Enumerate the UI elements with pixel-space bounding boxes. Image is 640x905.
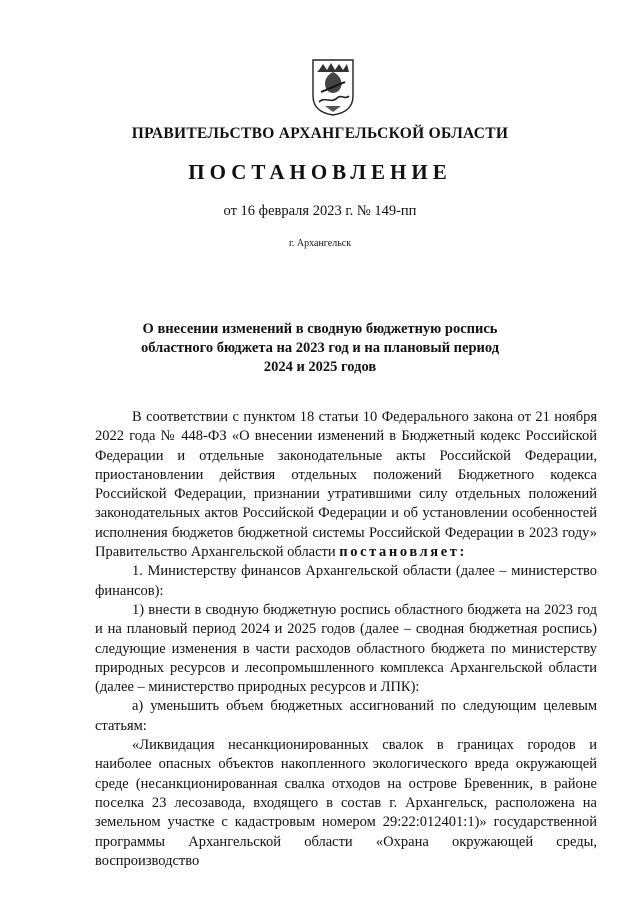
paragraph-1-1: 1) внести в сводную бюджетную роспись областного бюджета на 2023 год и на плановый период 2024 и 2025 годов (далее – сводная бюджетная роспись) следующие изменения в части расходов областного бюджета по министерству природных ресурсов и лесопромышленного комплекса Архангельской области (далее – министерство природных ресурсов и ЛПК): bbox=[95, 601, 597, 696]
resolves-colon: : bbox=[459, 544, 467, 561]
title-line-1: О внесении изменений в сводную бюджетную роспись bbox=[142, 321, 498, 337]
document-type: ПОСТАНОВЛЕНИЕ bbox=[188, 160, 452, 184]
paragraph-target-article: «Ликвидация несанкционированных свалок в границах городов и наиболее опасных объектов накопленного экологического вреда окружающей среде (несанкционированная свалка отходов на острове Бревенник, в районе поселка 23 лесозавода, входящего в состав г. Архангельск, расположена на земельном участке с кадастровым номером 29:22:012401:1)» государственной программы Архангельской области «Охрана окружающей среды, воспроизводство bbox=[95, 737, 597, 869]
resolves-word: постановляет bbox=[339, 544, 460, 561]
title-line-3: 2024 и 2025 годов bbox=[263, 359, 377, 375]
paragraph-preamble bbox=[95, 408, 597, 562]
organization-name: ПРАВИТЕЛЬСТВО АРХАНГЕЛЬСКОЙ ОБЛАСТИ bbox=[131, 125, 509, 142]
document-title bbox=[120, 320, 520, 377]
document-date-number: от 16 февраля 2023 г. № 149-пп bbox=[223, 203, 417, 219]
document-city: г. Архангельск bbox=[288, 238, 352, 249]
coat-of-arms-icon bbox=[311, 58, 355, 116]
paragraph-1-1-a: а) уменьшить объем бюджетных ассигнований по следующим целевым статьям: bbox=[95, 698, 597, 734]
paragraph-1: 1. Министерству финансов Архангельской области (далее – министерство финансов): bbox=[95, 563, 597, 599]
document-body bbox=[95, 408, 597, 871]
preamble-text: В соответствии с пунктом 18 статьи 10 Федерального закона от 21 ноября 2022 года № 448-ФЗ «О внесении изменений в Бюджетный кодекс Российской Федерации и отдельные законодательные акты Российской Федерации, приостановлении действия отдельных положений Бюджетного кодекса Российской Федерации, признании утратившими силу отдельных положений законодательных актов Российской Федерации и об установлении особенностей исполнения бюджетов бюджетной системы Российской Федерации в 2023 году» Правительство Архангельской области bbox=[95, 409, 597, 561]
title-line-2: областного бюджета на 2023 год и на плановый период bbox=[140, 340, 500, 356]
